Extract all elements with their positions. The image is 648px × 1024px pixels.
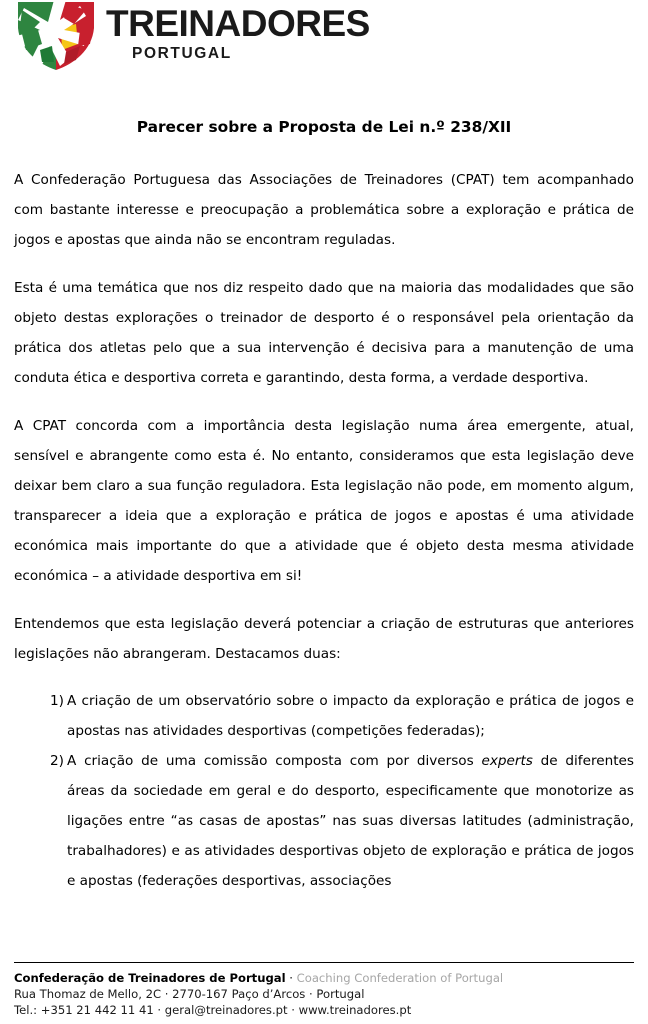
document-content [0, 165, 648, 896]
footer-contacts: Tel.: +351 21 442 11 41 · geral@treinadores.pt · www.treinadores.pt [14, 1003, 412, 1017]
document-body [0, 92, 648, 896]
list-item-text-after: de diferentes áreas da sociedade em geral e do desporto, especificamente que monotorize as ligações entre “as casas de apostas” nas suas diversas latitudes (administração, trabalhadores) e as atividades desportivas objeto de exploração e prática de jogos e apostas (federações desportivas, associações [67, 753, 635, 889]
list-item-text-before: A criação de uma comissão composta com por diversos [67, 753, 482, 769]
paragraph-3: A CPAT concorda com a importância desta legislação numa área emergente, atual, sensível e abrangente como esta é. No entanto, consideramos que esta legislação deve deixar bem claro a sua função reguladora. Esta legislação não pode, em momento algum, transparecer a ideia que a exploração e prática de jogos e apostas é uma atividade económica mais importante do que a atividade que é objeto desta mesma atividade económica – a atividade desportiva em si! [14, 418, 634, 584]
list-item-text: A criação de um observatório sobre o impacto da exploração e prática de jogos e apostas nas atividades desportivas (competições federadas); [67, 693, 634, 739]
footer-separator: · [285, 971, 297, 985]
page-footer [0, 962, 648, 1024]
footer-organization-pt: Confederação de Treinadores de Portugal [14, 971, 286, 985]
list-item [50, 746, 634, 896]
brand-subwordmark: PORTUGAL [132, 45, 232, 62]
paragraph-1: A Confederação Portuguesa das Associações de Treinadores (CPAT) tem acompanhado com bastante interesse e preocupação a problemática sobre a exploração e prática de jogos e apostas que ainda não se encontram reguladas. [14, 172, 634, 248]
footer-organization-en: Coaching Confederation of Portugal [296, 971, 504, 985]
brand-wordmark-group [106, 0, 370, 63]
brand-wordmark: TREINADORES [106, 3, 370, 44]
list-item-emphasis: experts [481, 753, 533, 769]
paragraph-2: Esta é uma temática que nos diz respeito dado que na maioria das modalidades que são objeto destas explorações o treinador de desporto é o responsável pela orientação da prática dos atletas pelo que a sua intervenção é decisiva para a manutenção de uma conduta ética e desportiva correta e garantindo, desta forma, a verdade desportiva. [14, 280, 634, 386]
recommendations-list [14, 686, 634, 896]
page-title: Parecer sobre a Proposta de Lei n.º 238/XII [136, 118, 512, 136]
page-header [0, 0, 648, 92]
footer-divider [14, 962, 634, 963]
brand-logo [14, 0, 370, 72]
footer-address: Rua Thomaz de Mello, 2C · 2770-167 Paço d’Arcos · Portugal [14, 987, 365, 1001]
footer-organization-line [14, 970, 634, 986]
treinadores-portugal-shield-logo [14, 0, 98, 72]
list-item [50, 686, 634, 746]
paragraph-4: Entendemos que esta legislação deverá potenciar a criação de estruturas que anteriores legislações não abrangeram. Destacamos duas: [14, 616, 634, 662]
